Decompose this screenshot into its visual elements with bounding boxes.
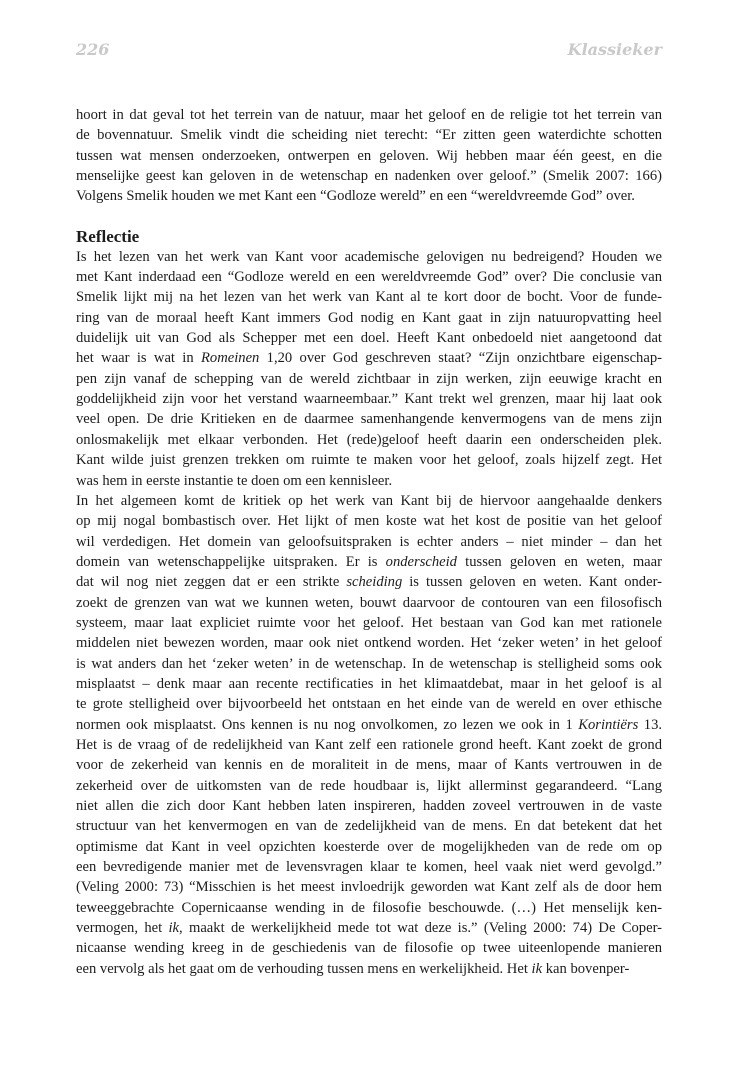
text-line [76,735,662,755]
italic-text: onderscheid [385,553,457,570]
text-line [76,837,662,857]
text-line [76,776,662,796]
text-run: 13. [638,716,663,733]
text-run: zekerheid over de uitkomsten van de rede houdbaar is, lijkt allerminst gegarandeerd. “Lang [76,777,662,794]
text-line [76,715,662,735]
text-run: kan bovenper- [542,960,630,977]
text-run: tussen wat mensen onderzoeken, ontwerpen en geloven. Wij hebben maar één geest, en die [76,147,662,164]
text-line [76,328,662,348]
text-line [76,593,662,613]
running-head [76,40,662,64]
text-line [76,491,662,511]
italic-text: scheiding [346,574,403,591]
text-line [76,287,662,307]
text-run: Is het lezen van het werk van Kant voor academische gelovigen nu bedreigend? Houden we [76,248,662,265]
text-run: Kant wilde juist grenzen trekken om ruimte te maken voor het geloof, zoals hijzelf zegt. Het [76,452,662,469]
text-line [76,267,662,287]
text-run: normen ook misplaatst. Ons kennen is nu nog onvolkomen, zo lezen we ook in 1 [76,716,579,733]
text-line [76,654,662,674]
text-line [76,389,662,409]
text-run: 1,20 over God geschreven staat? “Zijn onzichtbare eigenschap- [259,350,662,367]
text-run: domein van wetenschappelijke uitspraken. Er is [76,553,386,570]
text-run: , maakt de werkelijkheid mede tot wat deze is.” (Veling 2000: 74) De Coper- [179,920,662,937]
text-line [76,409,662,429]
text-line [76,877,662,897]
running-title: Klassieker [567,40,662,59]
text-line [76,430,662,450]
text-line [76,938,662,958]
text-line [76,755,662,775]
text-run: menselijke geest kan geloven in de wetenschap en nadenken over geloof.” (Smelik 2007: 166) [76,168,662,185]
text-line [76,633,662,653]
text-run: met Kant inderdaad een “Godloze wereld en een wereldvreemde God” over? Die conclusie van [76,269,662,286]
body-text [76,105,662,979]
italic-text: Korintiërs [578,716,639,733]
text-run: Het is de vraag of de redelijkheid van Kant zelf een rationele grond heeft. Kant zoekt de grond [76,736,662,753]
text-run: te grote stelligheid over bijvoorbeeld het ontstaan en het einde van de wereld en over ethische [76,696,662,713]
text-line [76,308,662,328]
text-run: misplaatst – denk maar aan recente rectificaties in het klimaatdebat, maar in het geloof is al [76,675,662,692]
text-run: onlosmakelijk met elkaar verbonden. Het (rede)geloof heeft daarin een onderscheiden plek. [76,431,662,448]
reflection-paragraph-2 [76,491,662,979]
text-run: vermogen, het [76,920,169,937]
text-line [76,816,662,836]
italic-text: ik [531,960,543,977]
text-run: Smelik lijkt mij na het lezen van het werk van Kant al te kort door de bocht. Voor de funde- [76,289,662,306]
text-line [76,613,662,633]
text-run: duidelijk uit van God als Schepper met een doel. Heeft Kant onbedoeld niet aangetoond dat [76,330,662,347]
text-line [76,572,662,592]
text-line [76,450,662,470]
text-line [76,369,662,389]
text-line [76,125,662,145]
text-line [76,857,662,877]
text-line [76,532,662,552]
text-line [76,796,662,816]
text-run: goddelijkheid zijn voor het verstand waarneembaar.” Kant trekt wel grenzen, maar hij laat ook [76,391,662,408]
text-run: een bevredigende manier met de levensvragen klaar te komen, heel vaak niet werd gevolgd.” [76,859,662,876]
text-run: nicaanse wending kreeg in de geschiedenis van de filosofie op twee uiteenlopende manieren [76,940,662,957]
text-line [76,105,662,125]
intro-paragraph [76,105,662,207]
page-number: 226 [76,40,110,59]
text-run: teweeggebrachte Copernicaanse wending in de filosofie beschouwde. (…) Het menselijk ken- [76,899,662,916]
text-line [76,471,662,491]
text-line [76,552,662,572]
text-line [76,674,662,694]
text-line [76,146,662,166]
text-run: pen zijn vanaf de schepping van de wereld zichtbaar in zijn werken, zijn eeuwige kracht en [76,370,662,387]
text-run: Volgens Smelik houden we met Kant een “Godloze wereld” en een “wereldvreemde God” over. [76,188,635,205]
text-line [76,511,662,531]
text-line [76,694,662,714]
text-run: de bovennatuur. Smelik vindt die scheiding niet terecht: “Er zitten geen waterdichte schotten [76,127,662,144]
text-run: structuur van het kenvermogen en van de zedelijkheid van de mens. En dat betekent dat het [76,818,662,835]
text-run: dat wil nog niet zeggen dat er een strikte [76,574,347,591]
text-run: het waar is wat in [76,350,201,367]
text-run: optimisme dat Kant in veel opzichten koesterde over de mogelijkheden van de rede om op [76,838,662,855]
text-line [76,918,662,938]
text-run: is tussen geloven en weten. Kant onder- [402,574,662,591]
text-run: wil verdedigen. Het domein van geloofsuitspraken is echter anders – niet minder – dan het [76,533,662,550]
text-line [76,186,662,206]
text-line [76,247,662,267]
text-line [76,959,662,979]
text-run: een vervolg als het gaat om de verhouding tussen mens en werkelijkheid. Het [76,960,532,977]
text-line [76,898,662,918]
text-run: voor de zekerheid van kennis en de moraliteit in de mens, maar of Kants vertrouwen in de [76,757,662,774]
text-run: op mij nogal bombastisch over. Het lijkt of men koste wat het kost de positie van het geloof [76,513,662,530]
reflection-paragraph-1 [76,247,662,491]
italic-text: Romeinen [200,350,260,367]
text-run: middelen niet bewezen worden, maar ook niet ontkend worden. Het ‘zeker weten’ in het geloof [76,635,662,652]
text-line [76,348,662,368]
text-run: zoekt de grenzen van wat we kunnen weten, bouwt daarvoor de contouren van een filosofisch [76,594,662,611]
text-run: (Veling 2000: 73) “Misschien is het meest invloedrijk geworden wat Kant zelf als de door hem [76,879,662,896]
text-run: is wat anders dan het ‘zeker weten’ in de wetenschap. In de wetenschap is stelligheid soms ook [76,655,662,672]
text-run: In het algemeen komt de kritiek op het werk van Kant bij de hiervoor aangehaalde denkers [76,492,662,509]
section-heading: Reflectie [76,226,140,246]
text-run: niet allen die zich door Kant hebben laten inspireren, hadden zoveel vertrouwen in de vaste [76,798,662,814]
text-run: ring van de moraal heeft Kant immers God nodig en Kant gaat in zijn natuuropvatting heel [76,309,662,326]
italic-text: ik [168,920,180,937]
text-line [76,166,662,186]
text-run: veel open. De drie Kritieken en de daarmee samenhangende kenvermogens van de mens zijn [76,411,662,428]
text-run: tussen geloven en weten, maar [456,553,662,570]
text-run: systeem, maar laat expliciet ruimte voor het geloof. Het bestaan van God kan met rationele [76,614,662,631]
text-run: hoort in dat geval tot het terrein van de natuur, maar het geloof en de religie tot het terrein van [76,107,662,123]
text-run: was hem in eerste instantie te doen om een kennisleer. [76,472,393,489]
